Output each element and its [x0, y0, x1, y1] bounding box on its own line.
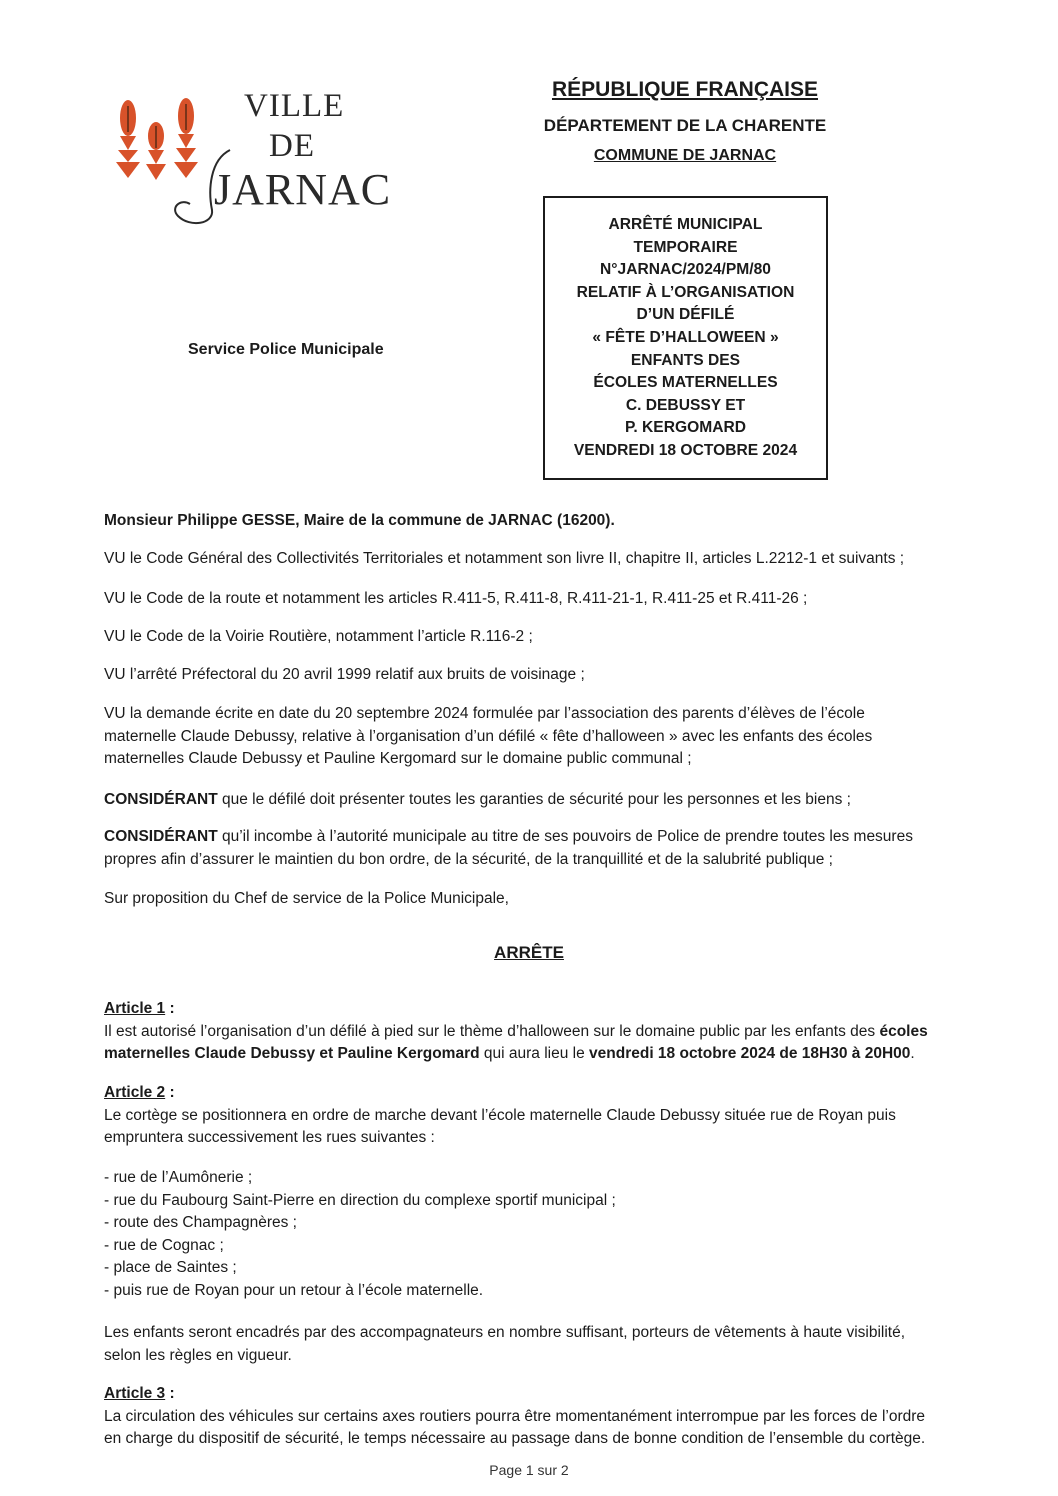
arrete-title-box	[543, 196, 828, 480]
vu-paragraph	[104, 626, 964, 649]
article-colon: :	[165, 1084, 175, 1101]
vu-paragraph	[104, 703, 964, 771]
considerant-lead: CONSIDÉRANT	[104, 828, 218, 845]
arrete-box-line: ÉCOLES MATERNELLES	[593, 374, 778, 392]
article-bold-text: vendredi 18 octobre 2024 de 18H30 à 20H00	[589, 1045, 911, 1062]
route-item: - rue du Faubourg Saint-Pierre en direction du complexe sportif municipal ;	[104, 1191, 616, 1209]
article-title: Article 3	[104, 1385, 166, 1402]
arrete-box-line: ENFANTS DES	[630, 351, 741, 369]
vu-text: l’arrêté Préfectoral du 20 avril 1999 relatif aux bruits de voisinage ;	[125, 666, 585, 683]
vu-text: maternelle Claude Debussy, relative à l’organisation d’un défilé « fête d’halloween » avec les enfants des écoles	[104, 727, 873, 745]
article-1	[104, 998, 964, 1066]
logo-jarnac-text: JARNAC	[214, 165, 392, 214]
page-number: Page 1 sur 2	[489, 1462, 569, 1478]
arrete-box-line: ARRÊTÉ MUNICIPAL	[608, 216, 763, 233]
header-commune: COMMUNE DE JARNAC	[593, 147, 777, 164]
arrete-box-line: N°JARNAC/2024/PM/80	[600, 261, 771, 279]
article-text: selon les règles en vigueur.	[104, 1346, 292, 1364]
article-text: La circulation des véhicules sur certains axes routiers pourra être momentanément interrompue par les forces de l’ordre	[104, 1407, 926, 1425]
article-colon: :	[165, 1385, 175, 1402]
arrete-box-line: RELATIF À L’ORGANISATION	[576, 283, 795, 301]
considerant-text: qu’il incombe à l’autorité municipale au titre de ses pouvoirs de Police de prendre toutes les mesures	[217, 828, 913, 845]
mayor-line: Monsieur Philippe GESSE, Maire de la commune de JARNAC (16200).	[104, 512, 615, 529]
considerant-lead: CONSIDÉRANT	[104, 791, 218, 808]
article-2-supervision	[104, 1322, 964, 1367]
arrete-box-line: P. KERGOMARD	[624, 419, 746, 437]
article-title: Article 1	[104, 1000, 166, 1017]
arrete-box-line: C. DEBUSSY ET	[625, 396, 746, 414]
route-item: - rue de l’Aumônerie ;	[104, 1169, 253, 1186]
article-bold-text: écoles	[879, 1022, 928, 1040]
article-text: Le cortège se positionnera en ordre de marche devant l’école maternelle Claude Debussy située rue de Royan puis	[104, 1106, 896, 1124]
route-item: - puis rue de Royan pour un retour à l’école maternelle.	[104, 1281, 484, 1299]
route-item: - place de Saintes ;	[104, 1259, 237, 1276]
article-title: Article 2	[104, 1084, 166, 1101]
article-text: .	[910, 1045, 915, 1062]
considerant-text: propres afin d’assurer le maintien du bon ordre, de la sécurité, de la tranquillité et de la salubrité publique ;	[104, 850, 833, 868]
considerant-text: que le défilé doit présenter toutes les garanties de sécurité pour les personnes et les biens ;	[217, 791, 851, 808]
vu-lead: VU	[104, 550, 126, 567]
article-text: Il est autorisé l’organisation d’un défilé à pied sur le thème d’halloween sur le domaine public par les enfants des	[104, 1022, 880, 1040]
jarnac-logo	[112, 82, 392, 232]
article-2	[104, 1082, 964, 1150]
vu-text: le Code Général des Collectivités Territoriales et notamment son livre II, chapitre II, articles L.2212-1 et suivants ;	[125, 550, 905, 567]
considerant-paragraph	[104, 826, 964, 871]
vu-lead: VU	[104, 705, 126, 722]
vu-lead: VU	[104, 590, 126, 607]
vu-text: la demande écrite en date du 20 septembre 2024 formulée par l’association des parents d’élèves de l’école	[125, 705, 865, 722]
article-text: en charge du dispositif de sécurité, le temps nécessaire au passage dans de bonne condition de l’ensemble du cortège.	[104, 1430, 926, 1447]
arrete-heading: ARRÊTE	[494, 943, 564, 962]
logo-ville-text: VILLE	[244, 88, 345, 124]
proposition-line: Sur proposition du Chef de service de la Police Municipale,	[104, 890, 509, 907]
route-list	[104, 1167, 964, 1302]
article-text: Les enfants seront encadrés par des accompagnateurs en nombre suffisant, porteurs de vêtements à haute visibilité,	[104, 1324, 906, 1341]
article-bold-text: maternelles Claude Debussy et Pauline Kergomard	[104, 1045, 480, 1062]
vu-paragraph	[104, 588, 964, 611]
vu-text: le Code de la route et notamment les articles R.411-5, R.411-8, R.411-21-1, R.411-25 et R.411-26 ;	[125, 590, 808, 607]
article-colon: :	[165, 1000, 175, 1017]
arrete-box-line: « FÊTE D’HALLOWEEN »	[592, 328, 779, 346]
service-label: Service Police Municipale	[188, 341, 384, 358]
vu-text: maternelles Claude Debussy et Pauline Kergomard sur le domaine public communal ;	[104, 750, 692, 767]
vu-paragraph	[104, 548, 964, 571]
article-text: empruntera successivement les rues suivantes :	[104, 1129, 435, 1146]
vu-text: le Code de la Voirie Routière, notamment l’article R.116-2 ;	[125, 628, 533, 645]
considerant-paragraph	[104, 789, 964, 812]
vu-lead: VU	[104, 666, 126, 683]
vu-paragraph	[104, 664, 964, 687]
arrete-box-line: VENDREDI 18 OCTOBRE 2024	[573, 441, 798, 459]
header-department: DÉPARTEMENT DE LA CHARENTE	[543, 116, 827, 135]
arrete-box-line: D’UN DÉFILÉ	[636, 306, 735, 324]
article-3	[104, 1383, 964, 1451]
arrete-box-line: TEMPORAIRE	[633, 238, 738, 256]
route-item: - route des Champagnères ;	[104, 1214, 297, 1231]
article-text: qui aura lieu le	[479, 1045, 590, 1062]
vu-lead: VU	[104, 628, 126, 645]
route-item: - rue de Cognac ;	[104, 1236, 224, 1254]
logo-de-text: DE	[269, 128, 315, 164]
header-republic: RÉPUBLIQUE FRANÇAISE	[551, 78, 819, 101]
